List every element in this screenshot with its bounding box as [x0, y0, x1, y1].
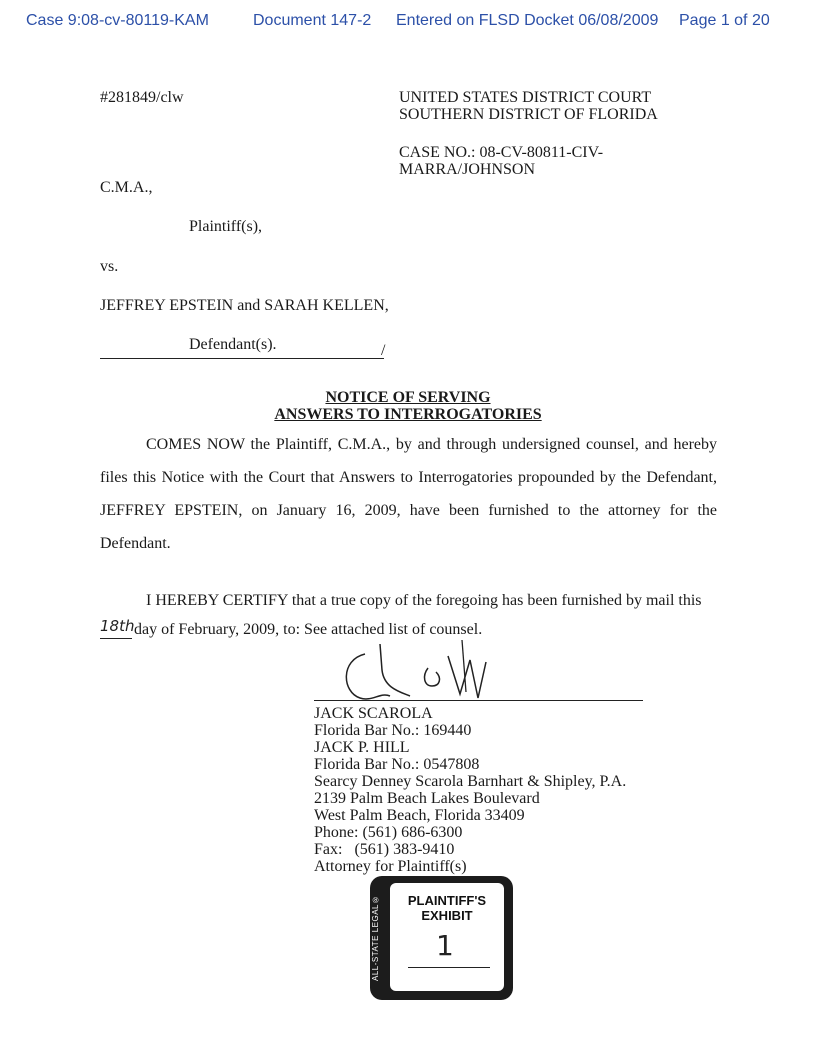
signature-line — [314, 700, 643, 701]
plaintiff-role: Plaintiff(s), — [189, 218, 263, 235]
firm-phone: Phone: (561) 686-6300 — [314, 824, 463, 841]
firm-fax: Fax: (561) 383-9410 — [314, 841, 455, 858]
attorney-bar-2: Florida Bar No.: 0547808 — [314, 756, 480, 773]
certification-text: I HEREBY CERTIFY that a true copy of the foregoing has been furnished by mail this — [146, 592, 702, 609]
document-title-line1: NOTICE OF SERVING — [325, 389, 491, 406]
attorney-bar-1: Florida Bar No.: 169440 — [314, 722, 472, 739]
defendants-names: JEFFREY EPSTEIN and SARAH KELLEN, — [100, 297, 389, 314]
law-firm-name: Searcy Denney Scarola Barnhart & Shipley, P.A. — [314, 773, 627, 790]
stamp-brand: ALL-STATE LEGAL® — [371, 894, 380, 982]
stamp-title-line1: PLAINTIFF'S — [407, 893, 487, 908]
defendant-role: Defendant(s). — [189, 336, 277, 353]
versus-label: vs. — [100, 258, 119, 275]
case-number-line1: CASE NO.: 08-CV-80811-CIV- — [399, 144, 604, 161]
stamp-title-line2: EXHIBIT — [421, 908, 473, 923]
stamp-label-area — [390, 883, 504, 991]
document-title-line2: ANSWERS TO INTERROGATORIES — [274, 406, 542, 423]
court-name-line1: UNITED STATES DISTRICT COURT — [399, 89, 652, 106]
date-underline — [100, 638, 132, 639]
certification-continuation: day of February, 2009, to: See attached list of counsel. — [134, 621, 483, 638]
header-page-number: Page 1 of 20 — [679, 12, 770, 29]
exhibit-stamp — [370, 876, 513, 1000]
plaintiff-name: C.M.A., — [100, 179, 153, 196]
header-case-number: Case 9:08-cv-80119-KAM — [26, 12, 209, 29]
header-entered-date: Entered on FLSD Docket 06/08/2009 — [396, 12, 659, 29]
header-document-number: Document 147-2 — [253, 12, 372, 29]
body-paragraph-1 — [100, 428, 717, 560]
caption-divider — [100, 358, 384, 359]
body-paragraph-1-text: COMES NOW the Plaintiff, C.M.A., by and through undersigned counsel, and hereby files this Notice with the Court that Answers to Interrogatories propounded by the Defendant, JEFFREY EPSTEIN, on January 16, 2009, have been furnished to the attorney for the Defendant. — [100, 436, 717, 552]
firm-address-street: 2139 Palm Beach Lakes Boulevard — [314, 790, 540, 807]
attorney-signature — [320, 640, 540, 700]
handwritten-day: 18th — [100, 617, 135, 635]
stamp-number-line — [408, 967, 490, 968]
attorney-name-2: JACK P. HILL — [314, 739, 410, 756]
file-reference: #281849/clw — [100, 89, 184, 106]
caption-slash: / — [381, 342, 386, 359]
case-number-line2: MARRA/JOHNSON — [399, 161, 536, 178]
court-name-line2: SOUTHERN DISTRICT OF FLORIDA — [399, 106, 658, 123]
stamp-exhibit-number: 1 — [436, 929, 454, 962]
attorney-role: Attorney for Plaintiff(s) — [314, 858, 467, 875]
docket-header — [0, 6, 816, 32]
attorney-name-1: JACK SCAROLA — [314, 705, 433, 722]
firm-address-city: West Palm Beach, Florida 33409 — [314, 807, 525, 824]
